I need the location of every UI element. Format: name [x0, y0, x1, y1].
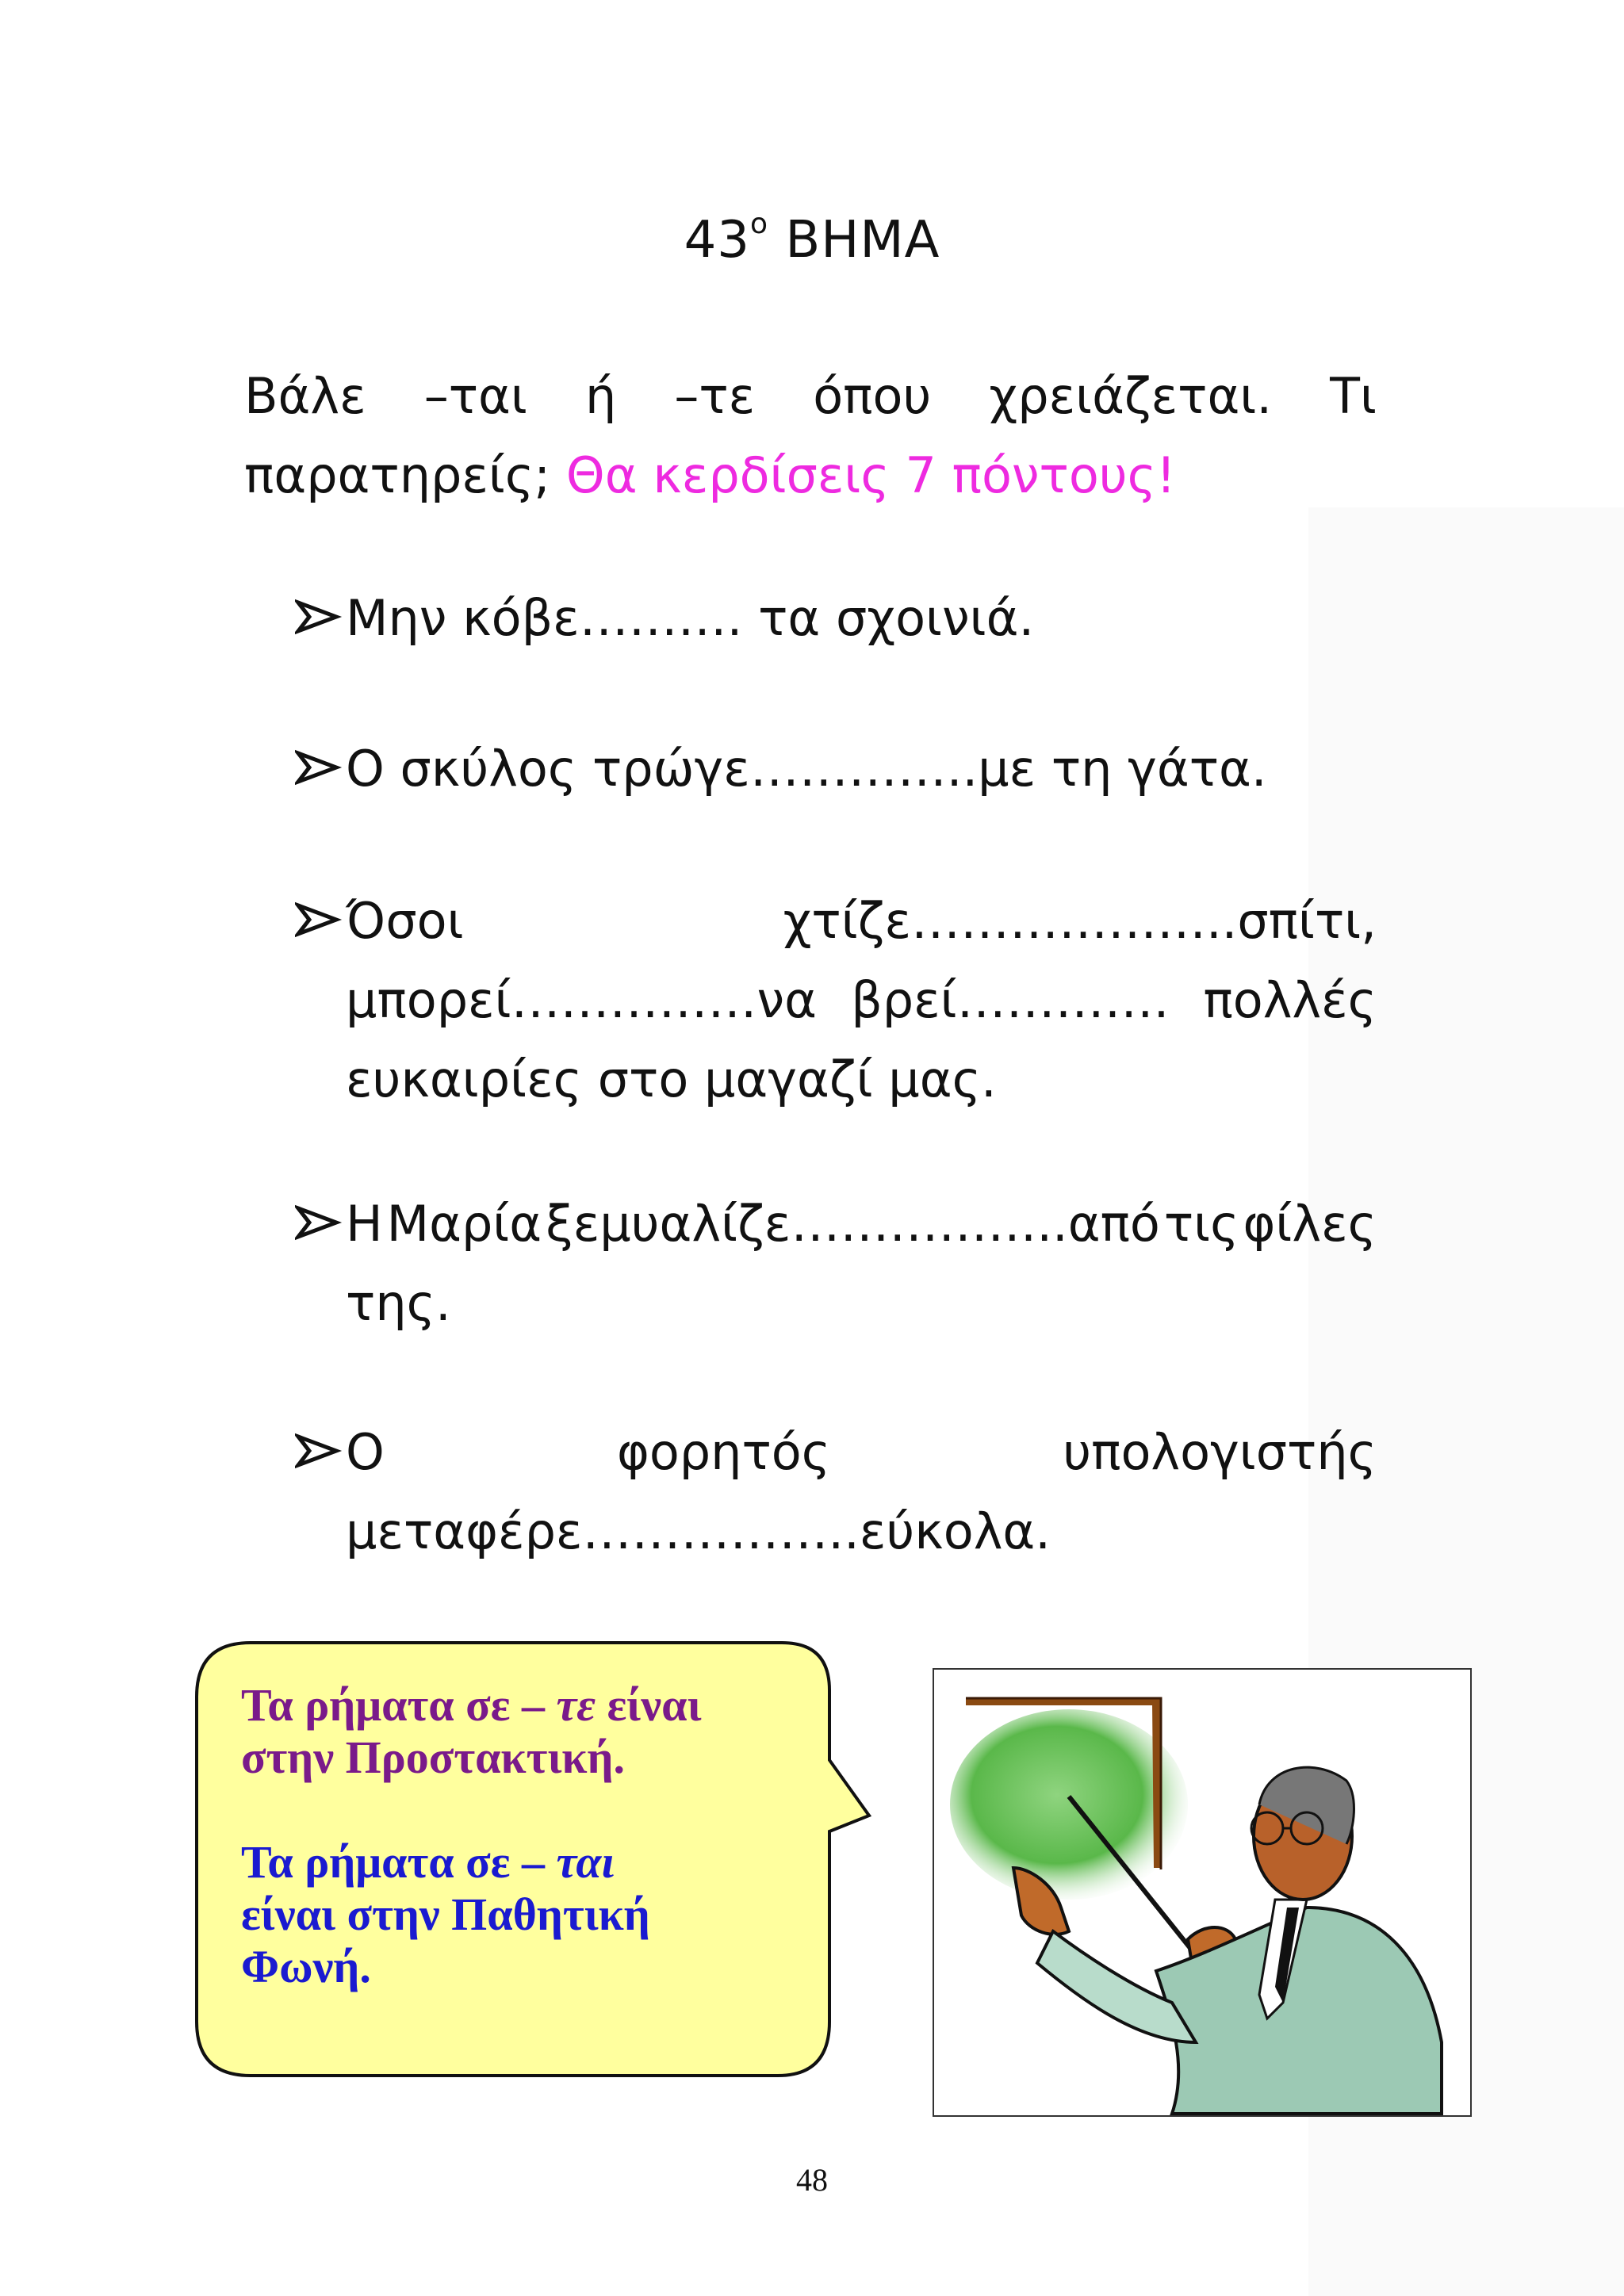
exercise-text: της. [346, 1274, 451, 1332]
page-number: 48 [796, 2162, 828, 2198]
arrowhead-bullet-icon [295, 744, 343, 791]
rule-callout [195, 1641, 872, 2085]
exercise-text: Η [346, 1195, 383, 1253]
page-title: $43^o$ ΒΗΜΑ [684, 208, 940, 270]
exercise-item [295, 1184, 1377, 1343]
exercise-line [295, 882, 1377, 961]
exercise-text: ευκαιρίες στο μαγαζί μας. [346, 1050, 997, 1108]
exercise-line [295, 961, 1377, 1040]
exercise-text: μπορεί……………να [346, 971, 818, 1029]
instruction-word: ή [584, 367, 617, 425]
instruction-line-1 [244, 357, 1377, 436]
arrowhead-bullet-icon [295, 896, 343, 943]
rule-passive-line-3: Φωνή. [241, 1941, 371, 1992]
exercise-item [295, 579, 1377, 658]
exercise-text: πολλές [1203, 971, 1377, 1029]
arrowhead-bullet-icon [295, 1199, 343, 1246]
exercise-line [295, 1040, 1377, 1119]
exercise-item [295, 1413, 1377, 1571]
instruction-word: Τι [1330, 367, 1377, 425]
instruction-word: –ται [423, 367, 527, 425]
exercise-text: φίλες [1243, 1195, 1377, 1253]
rule-imperative-line-1: Τα ρήματα σε – τε είναι [241, 1679, 702, 1731]
exercise-text: υπολογιστής [1063, 1423, 1377, 1481]
rule-passive-line-2: είναι στην Παθητική [241, 1888, 650, 1940]
exercise-text: τις [1163, 1195, 1239, 1253]
exercise-text: Μην κόβε………. τα σχοινιά. [346, 589, 1035, 647]
exercise-item [295, 729, 1377, 809]
exercise-line [295, 729, 1377, 809]
exercise-text: μεταφέρε……………..εύκολα. [346, 1502, 1051, 1560]
teacher-pointing-at-board-clipart [934, 1670, 1470, 2115]
exercise-text: ξεμυαλίζε……………..από [546, 1195, 1160, 1253]
instruction-word: όπου [813, 367, 932, 425]
instruction-word: χρειάζεται. [989, 367, 1273, 425]
rule-imperative-line-2: στην Προστακτική. [241, 1732, 625, 1783]
exercise-text: φορητός [616, 1423, 831, 1481]
points-reward-text: Θα κερδίσεις 7 πόντους! [565, 446, 1176, 504]
exercise-text: Ο σκύλος τρώγε…………..με τη γάτα. [346, 740, 1267, 798]
exercise-text: βρεί…………. [851, 971, 1170, 1029]
arrowhead-bullet-icon [295, 1427, 343, 1475]
instruction-word: Βάλε [244, 367, 366, 425]
exercise-line [295, 579, 1377, 658]
exercise-line [295, 1413, 1377, 1492]
teacher-clipart-frame [933, 1668, 1472, 2117]
instruction-word: –τε [674, 367, 756, 425]
exercise-text: Όσοι [346, 892, 464, 950]
exercise-text: χτίζε………………..σπίτι, [783, 892, 1377, 950]
exercise-line [295, 1264, 1377, 1343]
exercise-line [295, 1492, 1377, 1571]
exercise-text: Μαρία [386, 1195, 542, 1253]
exercise-item [295, 882, 1377, 1119]
rule-passive-line-1: Τα ρήματα σε – ται [241, 1836, 615, 1888]
exercise-line [295, 1184, 1377, 1264]
instruction-line-2: παρατηρείς; Θα κερδίσεις 7 πόντους! [244, 446, 1176, 504]
instruction-text [244, 357, 1377, 515]
exercise-text: Ο [346, 1423, 385, 1481]
arrowhead-bullet-icon [295, 593, 343, 641]
